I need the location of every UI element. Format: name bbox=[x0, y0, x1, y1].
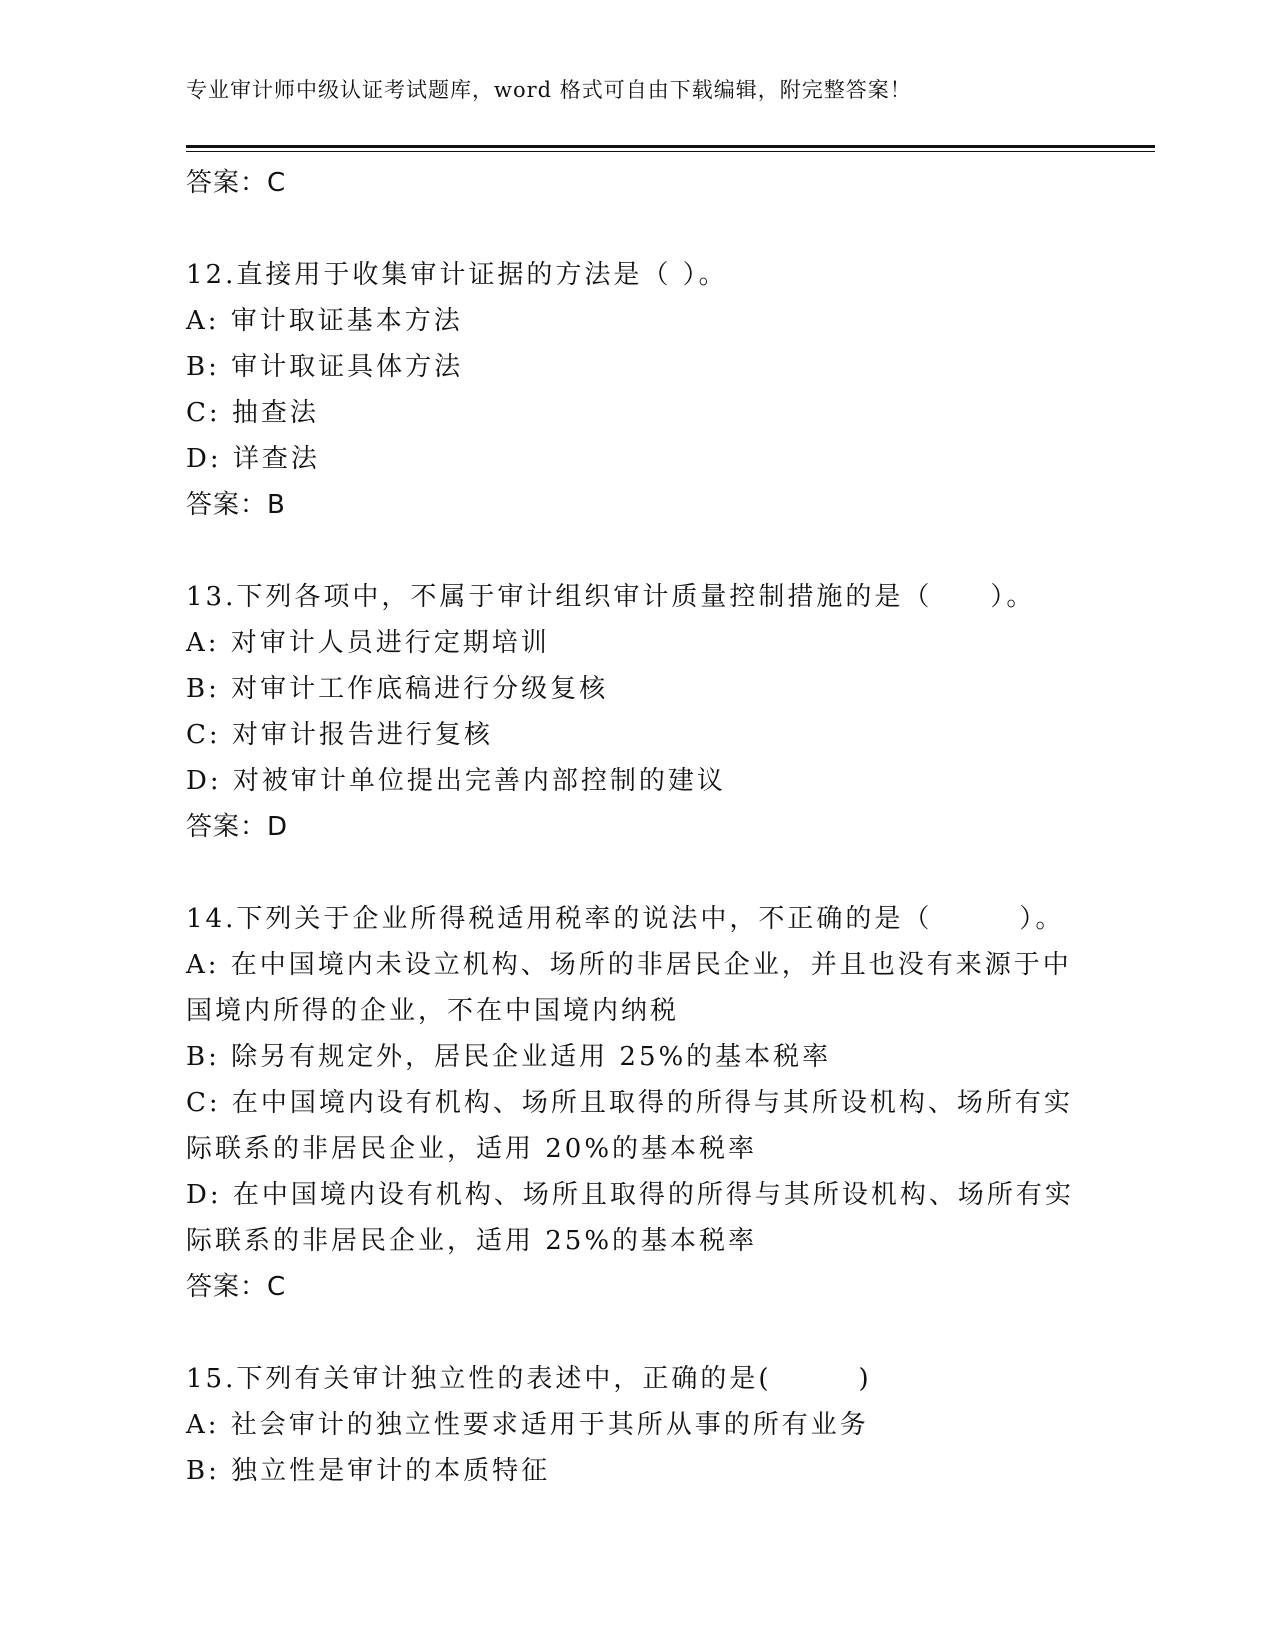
option-d: D: 对被审计单位提出完善内部控制的建议 bbox=[186, 766, 726, 796]
question-stem: 15.下列有关审计独立性的表述中，正确的是( ) bbox=[186, 1364, 872, 1394]
question-stem: 13.下列各项中，不属于审计组织审计质量控制措施的是（ ）。 bbox=[186, 582, 1036, 612]
answer-line: 答案：D bbox=[186, 812, 289, 842]
option-a: A: 在中国境内未设立机构、场所的非居民企业，并且也没有来源于中国境内所得的企业，不在中国境内纳税 bbox=[186, 950, 1072, 1026]
answer-line: 答案：B bbox=[186, 490, 286, 520]
option-b: B: 审计取证具体方法 bbox=[186, 352, 464, 382]
answer-line: 答案：C bbox=[186, 168, 287, 198]
question-14 bbox=[186, 896, 1076, 1310]
header-rule-thick bbox=[186, 145, 1155, 148]
option-a: A: 社会审计的独立性要求适用于其所从事的所有业务 bbox=[186, 1410, 869, 1440]
option-b: B: 除另有规定外，居民企业适用 25%的基本税率 bbox=[186, 1042, 832, 1072]
spacer bbox=[186, 1310, 1076, 1356]
question-13 bbox=[186, 574, 1076, 850]
option-a: A: 对审计人员进行定期培训 bbox=[186, 628, 550, 658]
spacer bbox=[186, 528, 1076, 574]
question-list bbox=[186, 160, 1076, 1494]
option-a: A: 审计取证基本方法 bbox=[186, 306, 463, 336]
answer-line: 答案：C bbox=[186, 1272, 287, 1302]
question-stem: 14.下列关于企业所得税适用税率的说法中，不正确的是（ ）。 bbox=[186, 904, 1065, 934]
option-d: D: 在中国境内设有机构、场所且取得的所得与其所设机构、场所有实际联系的非居民企业，适用 25%的基本税率 bbox=[186, 1180, 1074, 1256]
option-b: B: 独立性是审计的本质特征 bbox=[186, 1456, 551, 1486]
spacer bbox=[186, 850, 1076, 896]
option-d: D: 详查法 bbox=[186, 444, 320, 474]
question-15 bbox=[186, 1356, 1076, 1494]
question-stem: 12.直接用于收集审计证据的方法是（ ）。 bbox=[186, 260, 728, 290]
option-c: C: 抽查法 bbox=[186, 398, 319, 428]
option-c: C: 在中国境内设有机构、场所且取得的所得与其所设机构、场所有实际联系的非居民企业，适用 20%的基本税率 bbox=[186, 1088, 1073, 1164]
header-rule-thin bbox=[186, 151, 1155, 152]
option-c: C: 对审计报告进行复核 bbox=[186, 720, 493, 750]
page-header: 专业审计师中级认证考试题库，word 格式可自由下载编辑，附完整答案！ bbox=[186, 78, 912, 102]
question-12 bbox=[186, 252, 1076, 528]
option-b: B: 对审计工作底稿进行分级复核 bbox=[186, 674, 609, 704]
spacer bbox=[186, 206, 1076, 252]
